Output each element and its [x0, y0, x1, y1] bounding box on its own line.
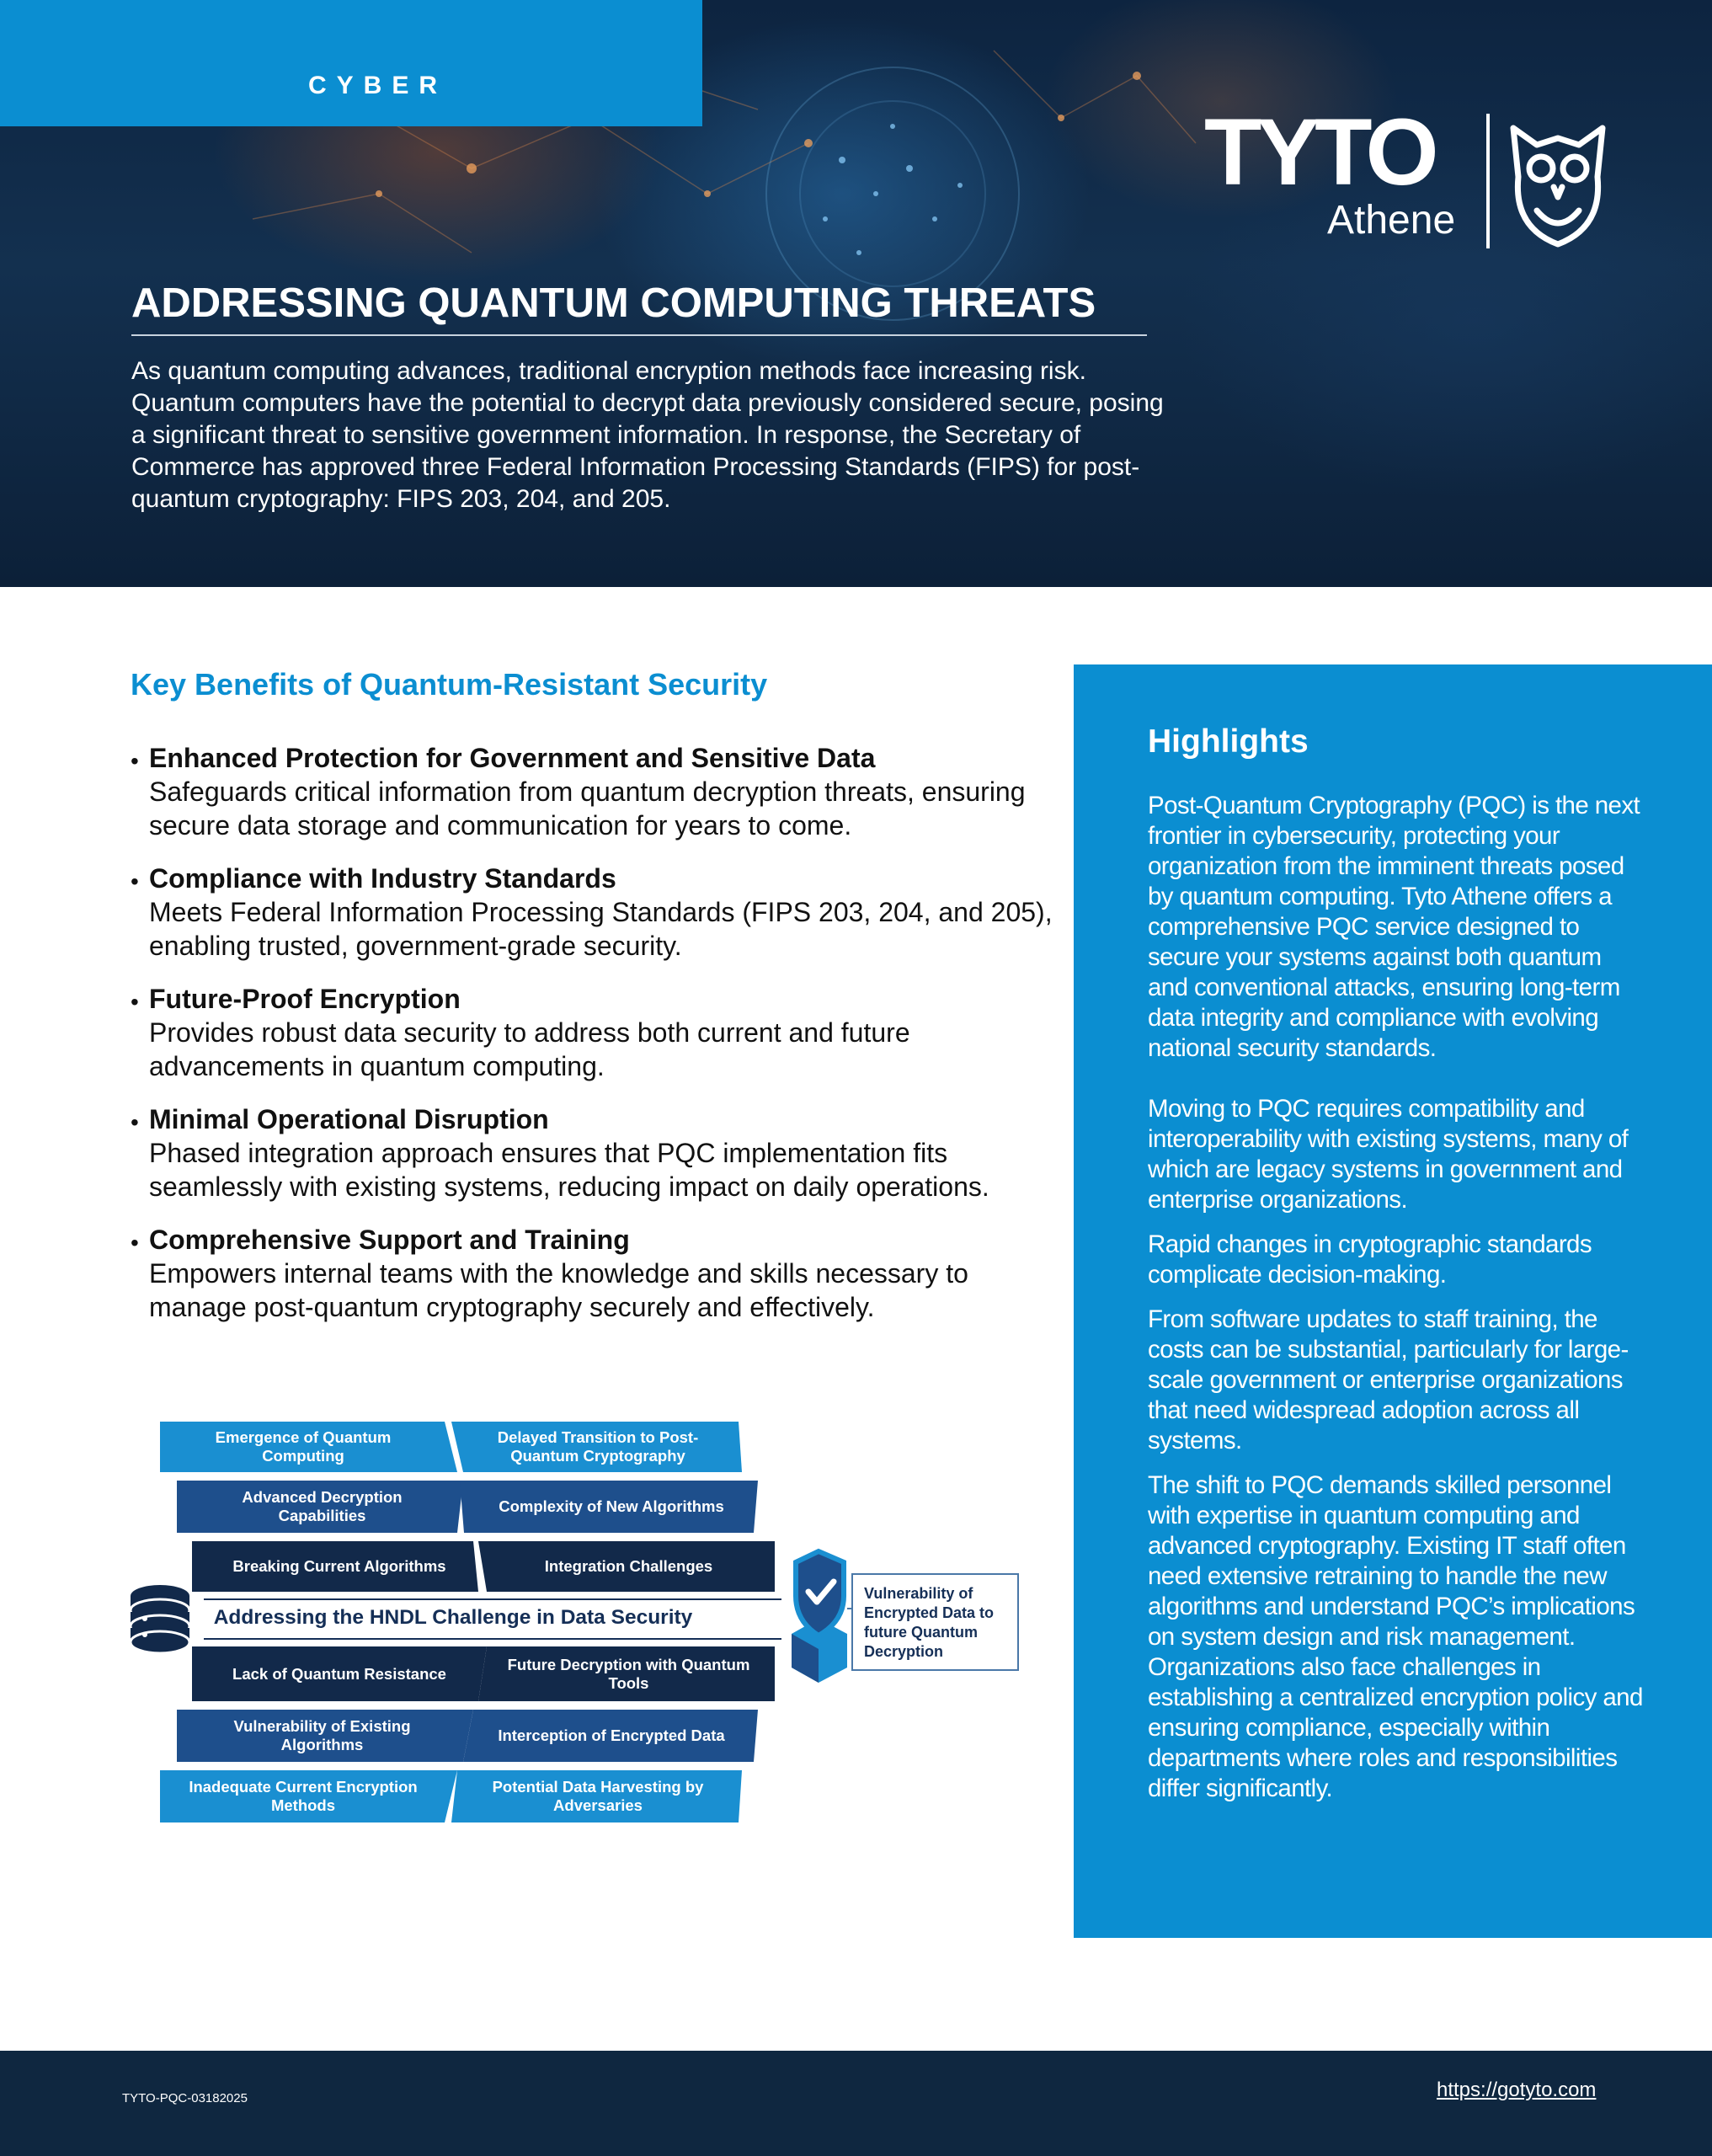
diagram-tile [192, 1646, 487, 1701]
footer [0, 2051, 1712, 2156]
benefit-title: Enhanced Protection for Government and Sensitive Data [149, 743, 876, 773]
page-title: ADDRESSING QUANTUM COMPUTING THREATS [131, 280, 1096, 326]
benefit-title: Future-Proof Encryption [149, 984, 461, 1014]
bullet-icon: • [131, 868, 139, 894]
bullet-icon: • [131, 1109, 139, 1135]
highlights-paragraph: From software updates to staff training, the costs can be substantial, particularly for large-scale government or enterprise organizations that need widespread adoption across all systems. [1148, 1305, 1629, 1454]
benefit-description: Safeguards critical information from quantum decryption threats, ensuring secure data storage and communication for years to come. [149, 776, 1026, 841]
highlights-body [1148, 791, 1645, 1818]
benefit-description: Empowers internal teams with the knowledge and skills necessary to manage post-quantum cryptography securely and effectively. [149, 1258, 968, 1322]
diagram-tile [160, 1770, 446, 1822]
highlights-paragraph: Moving to PQC requires compatibility and interoperability with existing systems, many of which are legacy systems in government and enterprise organizations. [1148, 1095, 1629, 1214]
highlights-paragraph: Rapid changes in cryptographic standards complicate decision-making. [1148, 1230, 1592, 1289]
diagram-tile [464, 1481, 759, 1533]
category-label: CYBER [308, 72, 448, 99]
bullet-icon: • [131, 989, 139, 1015]
document-code: TYTO-PQC-03182025 [122, 2091, 248, 2105]
logo-wordmark: TYTO [1204, 99, 1434, 205]
diagram-tile [464, 1710, 759, 1762]
title-divider [131, 334, 1147, 336]
tile-label: Potential Data Harvesting by Adversaries [492, 1778, 704, 1814]
highlights-panel [1074, 664, 1712, 1938]
benefit-title: Compliance with Industry Standards [149, 863, 616, 894]
tile-label: Lack of Quantum Resistance [232, 1664, 446, 1683]
benefit-item [131, 862, 1057, 963]
benefit-item [131, 1223, 1057, 1324]
highlights-heading: Highlights [1148, 723, 1309, 760]
diagram-tile [192, 1541, 487, 1592]
benefit-item [131, 982, 1057, 1083]
logo-subtitle: Athene [1327, 198, 1456, 243]
benefit-description: Phased integration approach ensures that PQC implementation fits seamlessly with existing systems, reducing impact on daily operations. [149, 1138, 989, 1202]
benefits-list [131, 741, 1057, 1343]
company-logo [1204, 99, 1625, 253]
tile-label: Delayed Transition to Post-Quantum Cryptography [497, 1428, 699, 1465]
benefit-title: Minimal Operational Disruption [149, 1104, 549, 1134]
diagram-tile [177, 1710, 467, 1762]
benefit-item [131, 741, 1057, 842]
tile-label: Future Decryption with Quantum Tools [507, 1655, 750, 1692]
diagram-tile [455, 1422, 741, 1472]
owl-icon [1503, 109, 1613, 253]
benefits-heading: Key Benefits of Quantum-Resistant Security [131, 667, 768, 702]
benefit-title: Comprehensive Support and Training [149, 1225, 630, 1255]
highlights-paragraph: The shift to PQC demands skilled personnel with expertise in quantum computing and advanced cryptography. Existing IT staff often need extensive retraining to handle the new algorithms and understand PQC’s implications on system design and risk management. Organizations also face challenges in establishing a centralized encryption policy and ensuring compliance, especially within departments where roles and responsibilities differ significantly. [1148, 1471, 1643, 1802]
bullet-icon: • [131, 748, 139, 774]
benefit-description: Provides robust data security to address both current and future advancements in quantum computing. [149, 1017, 910, 1081]
diagram-tile [455, 1770, 741, 1822]
bullet-icon: • [131, 1230, 139, 1256]
highlights-paragraph: Post-Quantum Cryptography (PQC) is the next frontier in cybersecurity, protecting your organization from the imminent threats posed by quantum computing. Tyto Athene offers a comprehensive PQC service designed to secure your systems against both quantum and conventional attacks, ensuring long-term data integrity and compliance with evolving national security standards. [1148, 792, 1640, 1062]
benefit-item [131, 1102, 1057, 1203]
tile-label: Emergence of Quantum Computing [215, 1428, 392, 1465]
diagram-tile [483, 1646, 775, 1701]
intro-paragraph: As quantum computing advances, traditional encryption methods face increasing risk. Quantum computers have the potential to decrypt data previously considered secure, posing a significant threat to sensitive government information. In response, the Secretary of Commerce has approved three Federal Information Processing Standards (FIPS) for post-quantum cryptography: FIPS 203, 204, and 205. [131, 357, 1164, 513]
tile-label: Inadequate Current Encryption Methods [189, 1778, 418, 1814]
benefit-description: Meets Federal Information Processing Standards (FIPS 203, 204, and 205), enabling trusted, government-grade security. [149, 897, 1053, 961]
tile-label: Vulnerability of Existing Algorithms [233, 1717, 411, 1753]
diagram-tile [177, 1481, 467, 1533]
callout-text: Vulnerability of Encrypted Data to future Quantum Decryption [864, 1585, 995, 1660]
website-link[interactable]: https://gotyto.com [1437, 2079, 1597, 2101]
tile-label: Breaking Current Algorithms [232, 1557, 446, 1575]
diagram-title: Addressing the HNDL Challenge in Data Security [213, 1606, 693, 1629]
vulnerability-callout [851, 1573, 1019, 1671]
tile-label: Interception of Encrypted Data [498, 1726, 725, 1744]
logo-divider [1486, 114, 1490, 248]
tile-label: Advanced Decryption Capabilities [242, 1488, 403, 1524]
diagram-tile [483, 1541, 775, 1592]
tile-label: Complexity of New Algorithms [499, 1497, 724, 1515]
diagram-tile [160, 1422, 446, 1472]
hero-banner [0, 0, 1712, 587]
category-tab [0, 0, 702, 126]
tile-label: Integration Challenges [544, 1557, 713, 1575]
